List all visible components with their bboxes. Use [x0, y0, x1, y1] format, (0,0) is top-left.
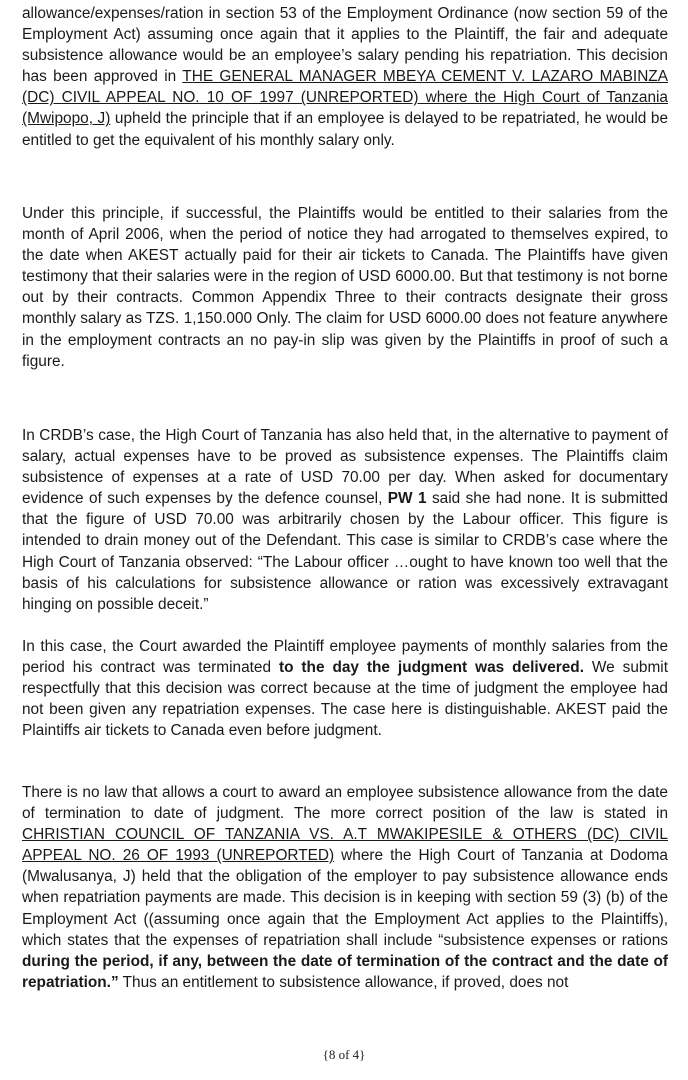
paragraph-3-text-b: said she had none. It is submitted that the figure of USD 70.00 was arbitrarily chosen by the Labour officer. This figure is intended to drain money out of the Defendant. This case is similar to CRDB’s case where the High Court of Tanzania observed: “The Labour officer …ought to have known too well that the basis of his calculations for subsistence allowance or ration was excessively extravagant hinging on possible deceit.” — [22, 490, 668, 613]
page-number: {8 of 4} — [322, 1047, 366, 1062]
paragraph-4-text-b: We submit respectfully that this decision was correct because at the time of judgment the employee had not been given any repatriation expenses. The case here is distinguishable. AKEST paid the Plaintiffs air tickets to Canada even before judgment. — [22, 659, 669, 740]
paragraph-3 — [22, 425, 668, 615]
paragraph-1-text-a: allowance/expenses/ration in section 53 of the Employment Ordinance (now section 59 of the Employment Act) assuming once again that it applies to the Plaintiff, the fair and adequate subsistence allowance would be an employee’s salary pending his repatriation. This decision has been approved in — [22, 5, 668, 86]
paragraph-5 — [22, 782, 668, 993]
paragraph-2-text: Under this principle, if successful, the Plaintiffs would be entitled to their salaries from the month of April 2006, when the period of notice they had arrogated to themselves expired, to the date when AKEST actually paid for their air tickets to Canada. The Plaintiffs have given testimony that their salaries were in the region of USD 6000.00. But that testimony is not borne out by their contracts. Common Appendix Three to their contracts designate their gross monthly salary as TZS. 1,150.000 Only. The claim for USD 6000.00 does not feature anywhere in the employment contracts an no pay-in slip was given by the Plaintiffs in proof of such a figure. — [22, 205, 668, 370]
emphasis-repatriation-period: during the period, if any, between the date of termination of the contract and the date of repatriation.” — [22, 952, 668, 991]
paragraph-4-text-a: In this case, the Court awarded the Plaintiff employee payments of monthly salaries from the period his contract was terminated — [22, 638, 668, 677]
case-citation-mbeya-cement: THE GENERAL MANAGER MBEYA CEMENT V. LAZARO MABINZA (DC) CIVIL APPEAL NO. 10 OF 1997 (UNREPORTED) where the High Court of Tanzania (Mwipopo, J) — [22, 68, 668, 128]
paragraph-1-text-b: upheld the principle that if an employee is delayed to be repatriated, he would be entitled to get the equivalent of his monthly salary only. — [22, 110, 669, 149]
case-citation-christian-council: CHRISTIAN COUNCIL OF TANZANIA VS. A.T MWAKIPESILE & OTHERS (DC) CIVIL APPEAL NO. 26 OF 1993 (UNREPORTED) — [22, 826, 668, 865]
paragraph-5-text-b: where the High Court of Tanzania at Dodoma (Mwalusanya, J) held that the obligation of the employer to pay subsistence allowance ends when repatriation payments are made. This decision is in keeping with section 59 (3) (b) of the Employment Act ((assuming once again that the Employment Act applies to the Plaintiffs), which states that the expenses of repatriation shall include “subsistence expenses or rations — [22, 847, 668, 949]
witness-pw1: PW 1 — [387, 490, 427, 508]
paragraph-1 — [22, 3, 668, 151]
paragraph-2 — [22, 203, 668, 372]
paragraph-5-text-a: There is no law that allows a court to award an employee subsistence allowance from the date of termination to date of judgment. The more correct position of the law is stated in — [22, 784, 668, 823]
paragraph-3-text-a: In CRDB’s case, the High Court of Tanzania has also held that, in the alternative to payment of salary, actual expenses have to be proved as subsistence expenses. The Plaintiffs claim subsistence of expenses at a rate of USD 70.00 per day. When asked for documentary evidence of such expenses by the defence counsel, — [22, 427, 668, 508]
emphasis-judgment-delivered: to the day the judgment was delivered. — [278, 659, 584, 677]
paragraph-5-text-c: Thus an entitlement to subsistence allowance, if proved, does not — [118, 973, 569, 991]
paragraph-4 — [22, 636, 668, 741]
